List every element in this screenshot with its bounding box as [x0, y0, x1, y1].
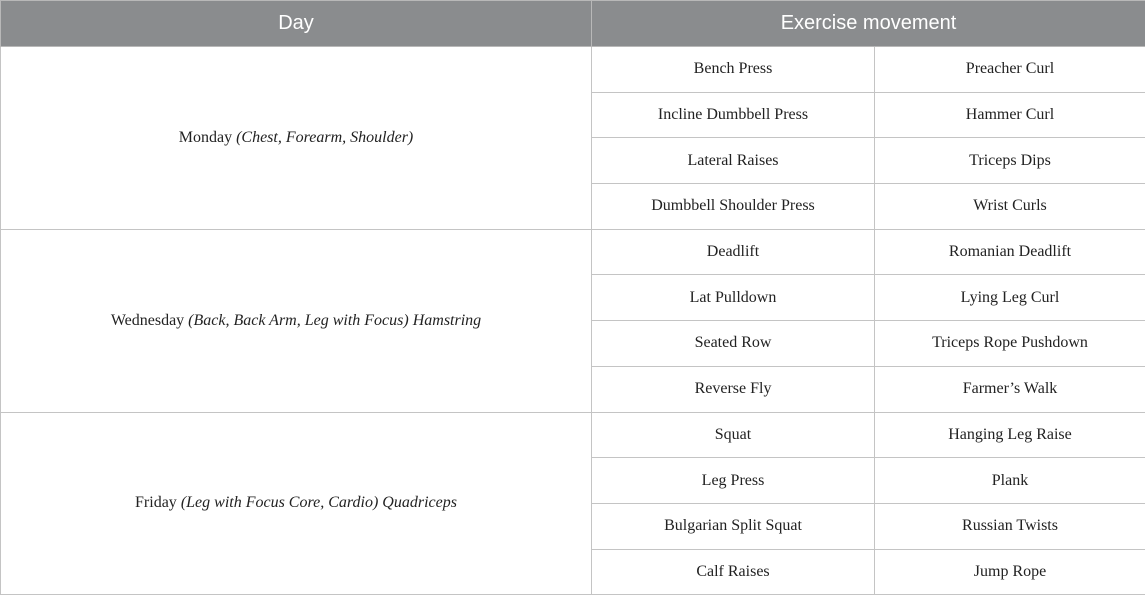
- exercise-cell: Lat Pulldown: [592, 275, 875, 321]
- exercise-cell: Bench Press: [592, 47, 875, 93]
- header-exercise: Exercise movement: [592, 1, 1145, 47]
- exercise-cell: Triceps Rope Pushdown: [875, 321, 1145, 367]
- day-name: Monday: [178, 128, 233, 146]
- exercise-cell: Dumbbell Shoulder Press: [592, 184, 875, 230]
- exercise-cell: Farmer’s Walk: [875, 366, 1145, 412]
- exercise-cell: Deadlift: [592, 229, 875, 275]
- header-day: Day: [1, 1, 592, 47]
- exercise-cell: Wrist Curls: [875, 184, 1145, 230]
- header-row: [1, 1, 1145, 47]
- exercise-cell: Hanging Leg Raise: [875, 412, 1145, 458]
- day-focus: (Back, Back Arm, Leg with Focus): [188, 311, 409, 329]
- day-focus-suffix: Hamstring: [412, 311, 482, 329]
- exercise-cell: Lateral Raises: [592, 138, 875, 184]
- exercise-cell: Leg Press: [592, 458, 875, 504]
- exercise-cell: Romanian Deadlift: [875, 229, 1145, 275]
- day-focus-suffix: Quadriceps: [382, 494, 457, 512]
- exercise-cell: Russian Twists: [875, 503, 1145, 549]
- exercise-cell: Reverse Fly: [592, 366, 875, 412]
- day-name: Friday: [135, 494, 177, 512]
- exercise-cell: Incline Dumbbell Press: [592, 92, 875, 138]
- exercise-cell: Jump Rope: [875, 549, 1145, 595]
- table-row: [1, 412, 1145, 458]
- exercise-cell: Calf Raises: [592, 549, 875, 595]
- day-cell-wednesday: [1, 229, 592, 412]
- exercise-cell: Squat: [592, 412, 875, 458]
- exercise-cell: Bulgarian Split Squat: [592, 503, 875, 549]
- table-row: [1, 229, 1145, 275]
- day-cell-friday: [1, 412, 592, 595]
- day-name: Wednesday: [110, 311, 185, 329]
- exercise-cell: Plank: [875, 458, 1145, 504]
- exercise-cell: Lying Leg Curl: [875, 275, 1145, 321]
- exercise-cell: Preacher Curl: [875, 47, 1145, 93]
- day-cell-monday: [1, 47, 592, 230]
- exercise-cell: Hammer Curl: [875, 92, 1145, 138]
- table-row: [1, 47, 1145, 93]
- exercise-cell: Seated Row: [592, 321, 875, 367]
- exercise-cell: Triceps Dips: [875, 138, 1145, 184]
- day-focus: (Chest, Forearm, Shoulder): [236, 128, 414, 146]
- day-focus: (Leg with Focus Core, Cardio): [180, 494, 379, 512]
